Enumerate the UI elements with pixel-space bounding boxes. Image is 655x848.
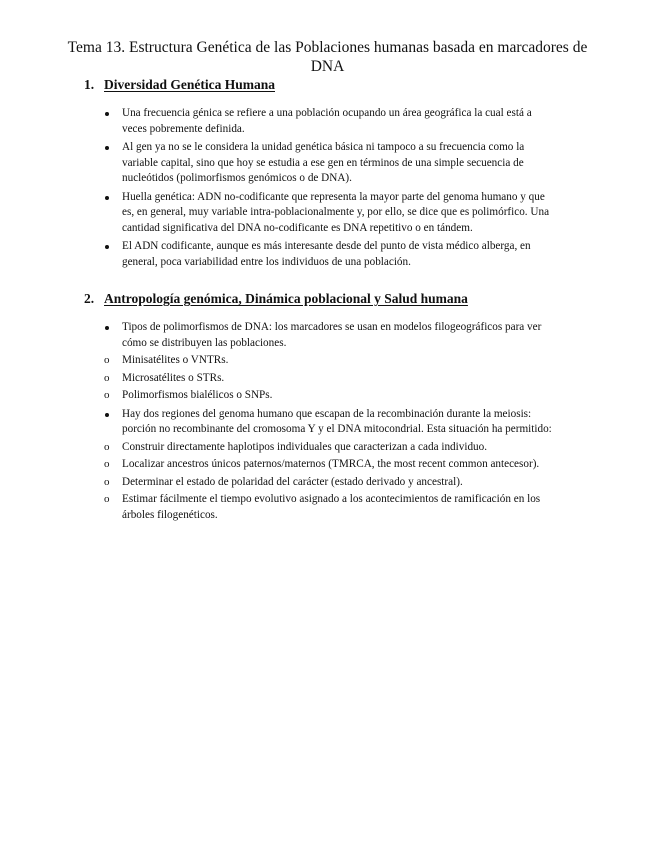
section-1-list — [104, 106, 559, 273]
sub-list-item: o Microsatélites o STRs. — [104, 371, 559, 387]
list-item: Huella genética: ADN no-codificante que representa la mayor parte del genoma humano y que es, en general, muy variable intra-poblacionalmente y, por ello, se dice que es polimórfico. Una cantidad significativa del DNA no-codificante es DNA repetitivo o en tándem. — [104, 190, 559, 237]
list-item — [104, 320, 559, 404]
section-title: Antropología genómica, Dinámica poblacional y Salud humana — [104, 291, 468, 306]
section-2-list — [104, 320, 559, 526]
sub-list — [104, 440, 559, 524]
sub-list-item: o Construir directamente haplotipos individuales que caracterizan a cada individuo. — [104, 440, 559, 456]
list-item: Una frecuencia génica se refiere a una población ocupando un área geográfica la cual está a veces pobremente definida. — [104, 106, 559, 137]
section-title: Diversidad Genética Humana — [104, 77, 275, 92]
sub-list — [104, 353, 559, 404]
section-number: 1. — [84, 77, 95, 92]
list-item-text: Tipos de polimorfismos de DNA: los marcadores se usan en modelos filogeográficos para ver cómo se distribuyen las poblaciones. — [122, 321, 542, 349]
sub-list-item: o Minisatélites o VNTRs. — [104, 353, 559, 369]
sub-list-item: o Localizar ancestros únicos paternos/maternos (TMRCA, the most recent common antecesor). — [104, 457, 559, 473]
list-item-text: Hay dos regiones del genoma humano que escapan de la recombinación durante la meiosis: porción no recombinante del cromosoma Y y el DNA mitocondrial. Esta situación ha permitido: — [122, 407, 552, 435]
sub-list-item: o Estimar fácilmente el tiempo evolutivo asignado a los acontecimientos de ramificación en los árboles filogenéticos. — [104, 492, 559, 523]
list-item: El ADN codificante, aunque es más interesante desde del punto de vista médico alberga, en general, poca variabilidad entre los individuos de una población. — [104, 239, 559, 270]
document-title: Tema 13. Estructura Genética de las Poblaciones humanas basada en marcadores de DNA — [67, 39, 588, 75]
section-heading-diversidad — [84, 76, 275, 93]
sub-list-item: o Polimorfismos bialélicos o SNPs. — [104, 388, 559, 404]
sub-list-item: o Determinar el estado de polaridad del carácter (estado derivado y ancestral). — [104, 475, 559, 491]
section-heading-antropologia — [84, 290, 468, 307]
section-number: 2. — [84, 291, 95, 306]
list-item: Al gen ya no se le considera la unidad genética básica ni tampoco a su frecuencia como la variable capital, sino que hoy se estudia a ese gen en términos de una simple secuencia de nucleótidos (polimorfismos genómicos o de DNA). — [104, 140, 559, 187]
list-item — [104, 407, 559, 524]
